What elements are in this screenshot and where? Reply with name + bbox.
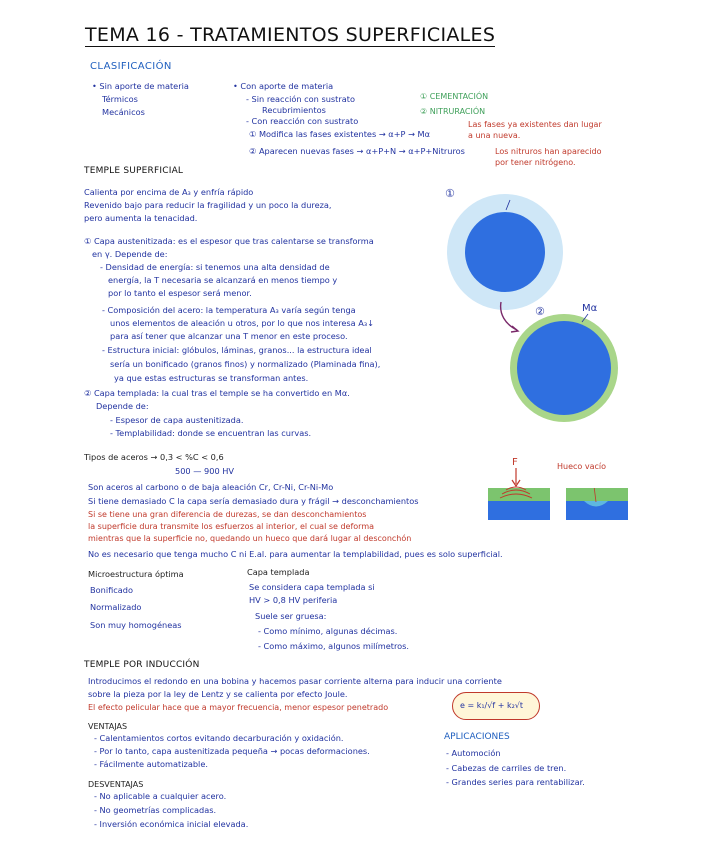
aceros-line-0: Son aceros al carbono o de baja aleación Cr, Cr-Ni, Cr-Ni-Mo [88, 482, 334, 492]
ventaja-2: - Fácilmente automatizable. [94, 759, 208, 769]
hv-range: 500 — 900 HV [175, 466, 235, 476]
note1-1: a una nueva. [468, 131, 521, 140]
ventajas-heading: VENTAJAS [88, 722, 128, 731]
fig1-label: ① [445, 187, 455, 200]
capa-heading: Capa templada [247, 567, 310, 577]
note2-1: por tener nitrógeno. [495, 158, 576, 167]
aceros-line-1: Si tiene demasiado C la capa sería demasiado dura y frágil → desconchamientos [88, 496, 419, 506]
capa-aust-5: - Composición del acero: la temperatura A₃ varía según tenga [102, 305, 356, 315]
fig2-m: Mα [582, 303, 598, 314]
aplicacion-1: - Cabezas de carriles de tren. [446, 763, 567, 773]
induccion-red: El efecto pelicular hace que a mayor frecuencia, menor espesor penetrado [88, 703, 389, 712]
capa-aust-2: - Densidad de energía: si tenemos una alta densidad de [100, 262, 330, 272]
page-title: TEMA 16 - TRATAMIENTOS SUPERFICIALES [85, 24, 496, 46]
induccion-line-1: sobre la pieza por la ley de Lentz y se calienta por efecto Joule. [88, 689, 348, 699]
aceros-final: No es necesario que tenga mucho C ni E.al. para aumentar la templabilidad, pues es solo superficial. [88, 549, 503, 559]
sin-aporte-0: • Sin aporte de materia [92, 81, 189, 91]
hueco-figure [566, 488, 628, 520]
note2-0: Los nitruros han aparecido [495, 147, 602, 156]
clasificacion-heading: CLASIFICACIÓN [90, 61, 172, 72]
core-circle [517, 321, 611, 415]
desventaja-1: - No geometrías complicadas. [94, 805, 217, 815]
con-aporte-5: ② Aparecen nuevas fases → α+P+N → α+P+Nitruros [249, 146, 465, 156]
capa-aust-6: unos elementos de aleación u otros, por lo que nos interesa A₃↓ [110, 318, 375, 328]
sin-aporte-2: Mecánicos [102, 107, 145, 117]
temple-superficial-heading: TEMPLE SUPERFICIAL [84, 166, 184, 176]
capa-aust-7: para así tener que alcanzar una T menor en este proceso. [110, 331, 348, 341]
con-aporte-2: Recubrimientos [262, 105, 326, 115]
capa-aust-1: en γ. Depende de: [92, 249, 168, 259]
micro-item-0: Bonificado [90, 585, 133, 595]
desventaja-2: - Inversión económica inicial elevada. [94, 819, 249, 829]
capa-item-4: - Como máximo, algunos milímetros. [258, 641, 410, 651]
intro-1: Revenido bajo para reducir la fragilidad y un poco la dureza, [84, 200, 332, 210]
aplicacion-2: - Grandes series para rentabilizar. [446, 777, 585, 787]
capa-templada-0: ② Capa templada: la cual tras el temple se ha convertido en Mα. [84, 388, 350, 398]
con-aporte-1: - Sin reacción con sustrato [246, 94, 355, 104]
capa-item-3: - Como mínimo, algunas décimas. [258, 626, 398, 636]
con-aporte-3: - Con reacción con sustrato [246, 116, 359, 126]
tipos-aceros: Tipos de aceros → 0,3 < %C < 0,6 [84, 452, 224, 462]
cementacion: ① CEMENTACIÓN [420, 92, 489, 101]
capa-aust-9: sería un bonificado (granos finos) y normalizado (Plaminada fina), [110, 359, 381, 369]
micro-item-2: Son muy homogéneas [90, 620, 182, 630]
ventaja-0: - Calentamientos cortos evitando decarburación y oxidación. [94, 733, 344, 743]
nitruracion: ② NITRURACIÓN [420, 107, 486, 116]
capa-aust-4: por lo tanto el espesor será menor. [108, 288, 252, 298]
force-figure [488, 468, 550, 520]
micro-heading: Microestructura óptima [88, 569, 184, 579]
aceros-red-0: Si se tiene una gran diferencia de durezas, se dan desconchamientos [88, 510, 367, 519]
martensite-section-figure [508, 312, 620, 424]
con-aporte-0: • Con aporte de materia [233, 81, 334, 91]
capa-aust-0: ① Capa austenitizada: es el espesor que tras calentarse se transforma [84, 236, 374, 246]
capa-item-2: Suele ser gruesa: [255, 611, 327, 621]
aplicaciones-heading: APLICACIONES [444, 732, 510, 742]
note1-0: Las fases ya existentes dan lugar [468, 120, 602, 129]
capa-templada-1: Depende de: [96, 401, 149, 411]
capa-aust-3: energía, la T necesaria se alcanzará en menos tiempo y [108, 275, 338, 285]
capa-templada-3: - Templabilidad: donde se encuentran las curvas. [110, 428, 312, 438]
capa-aust-8: - Estructura inicial: glóbulos, láminas, granos... la estructura ideal [102, 345, 372, 355]
induccion-heading: TEMPLE POR INDUCCIÓN [84, 660, 200, 670]
aplicacion-0: - Automoción [446, 748, 501, 758]
core-circle [465, 212, 545, 292]
desventaja-0: - No aplicable a cualquier acero. [94, 791, 227, 801]
fig2-label: ② [535, 305, 545, 318]
formula: e = k₁/√f + k₂√t [460, 701, 524, 710]
desventajas-heading: DESVENTAJAS [88, 780, 144, 789]
aceros-red-1: la superficie dura transmite los esfuerzos al interior, el cual se deforma [88, 522, 375, 531]
sin-aporte-1: Térmicos [102, 94, 138, 104]
hueco-label: Hueco vacío [557, 462, 606, 471]
capa-templada-2: - Espesor de capa austenitizada. [110, 415, 244, 425]
capa-aust-10: ya que estas estructuras se transforman antes. [114, 373, 309, 383]
aceros-red-2: mientras que la superficie no, quedando un hueco que dará lugar al desconchón [88, 534, 412, 543]
austenitized-section-figure [440, 192, 570, 314]
con-aporte-4: ① Modifica las fases existentes → α+P → Mα [249, 129, 431, 139]
intro-2: pero aumenta la tenacidad. [84, 213, 198, 223]
ventaja-1: - Por lo tanto, capa austenitizada pequeña → pocas deformaciones. [94, 746, 370, 756]
micro-item-1: Normalizado [90, 602, 142, 612]
intro-0: Calienta por encima de A₃ y enfría rápido [84, 187, 254, 197]
force-label: F [512, 457, 518, 468]
capa-item-0: Se considera capa templada si [249, 582, 375, 592]
capa-item-1: HV > 0,8 HV periferia [249, 595, 338, 605]
induccion-line-0: Introducimos el redondo en una bobina y hacemos pasar corriente alterna para inducir una corriente [88, 676, 502, 686]
